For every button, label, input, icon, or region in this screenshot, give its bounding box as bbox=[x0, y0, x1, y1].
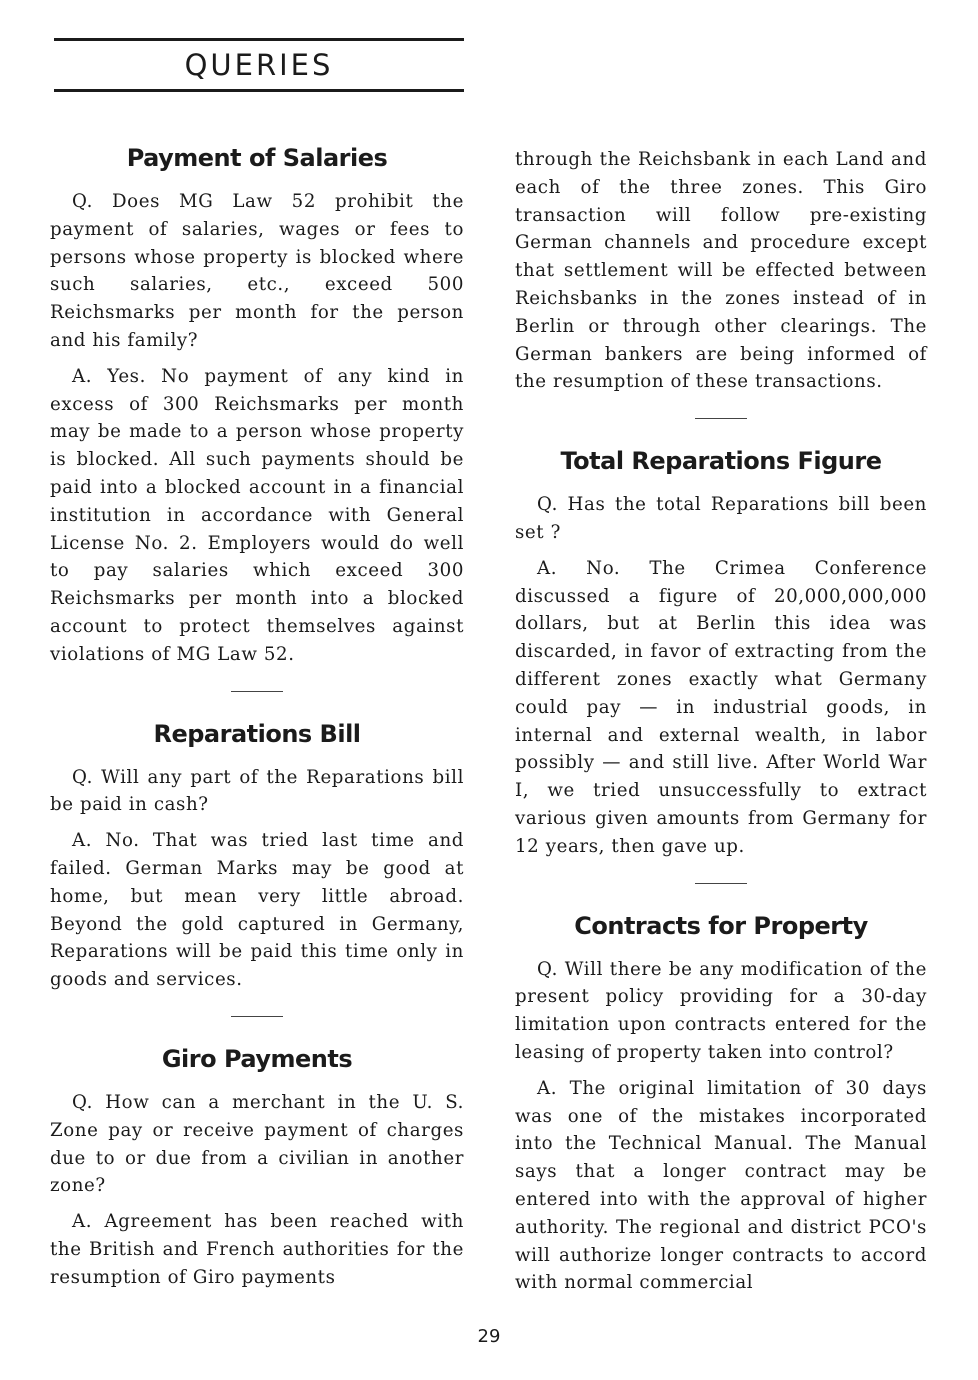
answer-paragraph: A. The original limitation of 30 days was one of the mistakes incorporated into the Technical Manual. The Manual says that a longer contract may be entered into with the approval of higher authority. The regional and district PCO's will authorize longer contracts to accord with normal commercial bbox=[515, 1077, 927, 1294]
question-paragraph: Q. Will there be any modification of the present policy providing for a 30-day limitation upon contracts entered for the leasing of property taken into control? bbox=[515, 958, 927, 1063]
section-divider bbox=[231, 691, 283, 692]
page-header bbox=[54, 38, 464, 92]
left-column bbox=[50, 140, 464, 1300]
answer-paragraph: A. Yes. No payment of any kind in excess of 300 Reichsmarks per month may be made to a person whose property is blocked. All such payments should be paid into a blocked account in a financial institution in accordance with General License No. 2. Employers would do well to pay salaries which exceed 300 Reichsmarks per month into a blocked account to protect themselves against violations of MG Law 52. bbox=[50, 365, 464, 665]
page-title: QUERIES bbox=[184, 48, 334, 82]
answer-paragraph: A. Agreement has been reached with the British and French authorities for the resumption of Giro payments bbox=[50, 1211, 464, 1288]
section-divider bbox=[695, 418, 747, 419]
section-title-payment-of-salaries: Payment of Salaries bbox=[126, 144, 388, 172]
answer-paragraph: A. No. That was tried last time and failed. German Marks may be good at home, but mean very little abroad. Beyond the gold captured in Germany, Reparations will be paid this time only in goods and services. bbox=[50, 830, 464, 991]
answer-continuation-paragraph: through the Reichsbank in each Land and each of the three zones. This Giro transaction will follow pre-existing German channels and procedure except that settlement will be effected between Reichsbanks in the zones instead of in Berlin or through other clearings. The German bankers are being informed of the resumption of these transactions. bbox=[515, 149, 927, 393]
right-column bbox=[515, 146, 927, 1305]
section-title-giro-payments: Giro Payments bbox=[161, 1044, 353, 1073]
section-divider bbox=[231, 1016, 283, 1017]
answer-paragraph: A. No. The Crimea Conference discussed a figure of 20,000,000,000 dollars, but at Berlin this idea was discarded, in favor of extracting from the different zones exactly what Germany could pay — in industrial goods, in internal and external wealth, in labor possibly — and still live. After World War I, we tried unsuccessfully to extract various given amounts from Germany for 12 years, then gave up. bbox=[515, 557, 927, 857]
page-number: 29 bbox=[477, 1326, 501, 1347]
section-divider bbox=[695, 883, 747, 884]
question-paragraph: Q. How can a merchant in the U. S. Zone pay or receive payment of charges due to or due from a civilian in another zone? bbox=[50, 1091, 464, 1197]
question-paragraph: Q. Does MG Law 52 prohibit the payment of salaries, wages or fees to persons whose property is blocked where such salaries, etc., exceed 500 Reichsmarks per month for the person and his family? bbox=[50, 191, 464, 351]
section-title-contracts-for-property: Contracts for Property bbox=[574, 911, 868, 940]
question-paragraph: Q. Has the total Reparations bill been set ? bbox=[515, 494, 927, 543]
question-paragraph: Q. Will any part of the Reparations bill be paid in cash? bbox=[50, 766, 464, 816]
section-title-reparations-bill: Reparations Bill bbox=[153, 719, 361, 748]
section-title-total-reparations-figure: Total Reparations Figure bbox=[560, 447, 882, 476]
